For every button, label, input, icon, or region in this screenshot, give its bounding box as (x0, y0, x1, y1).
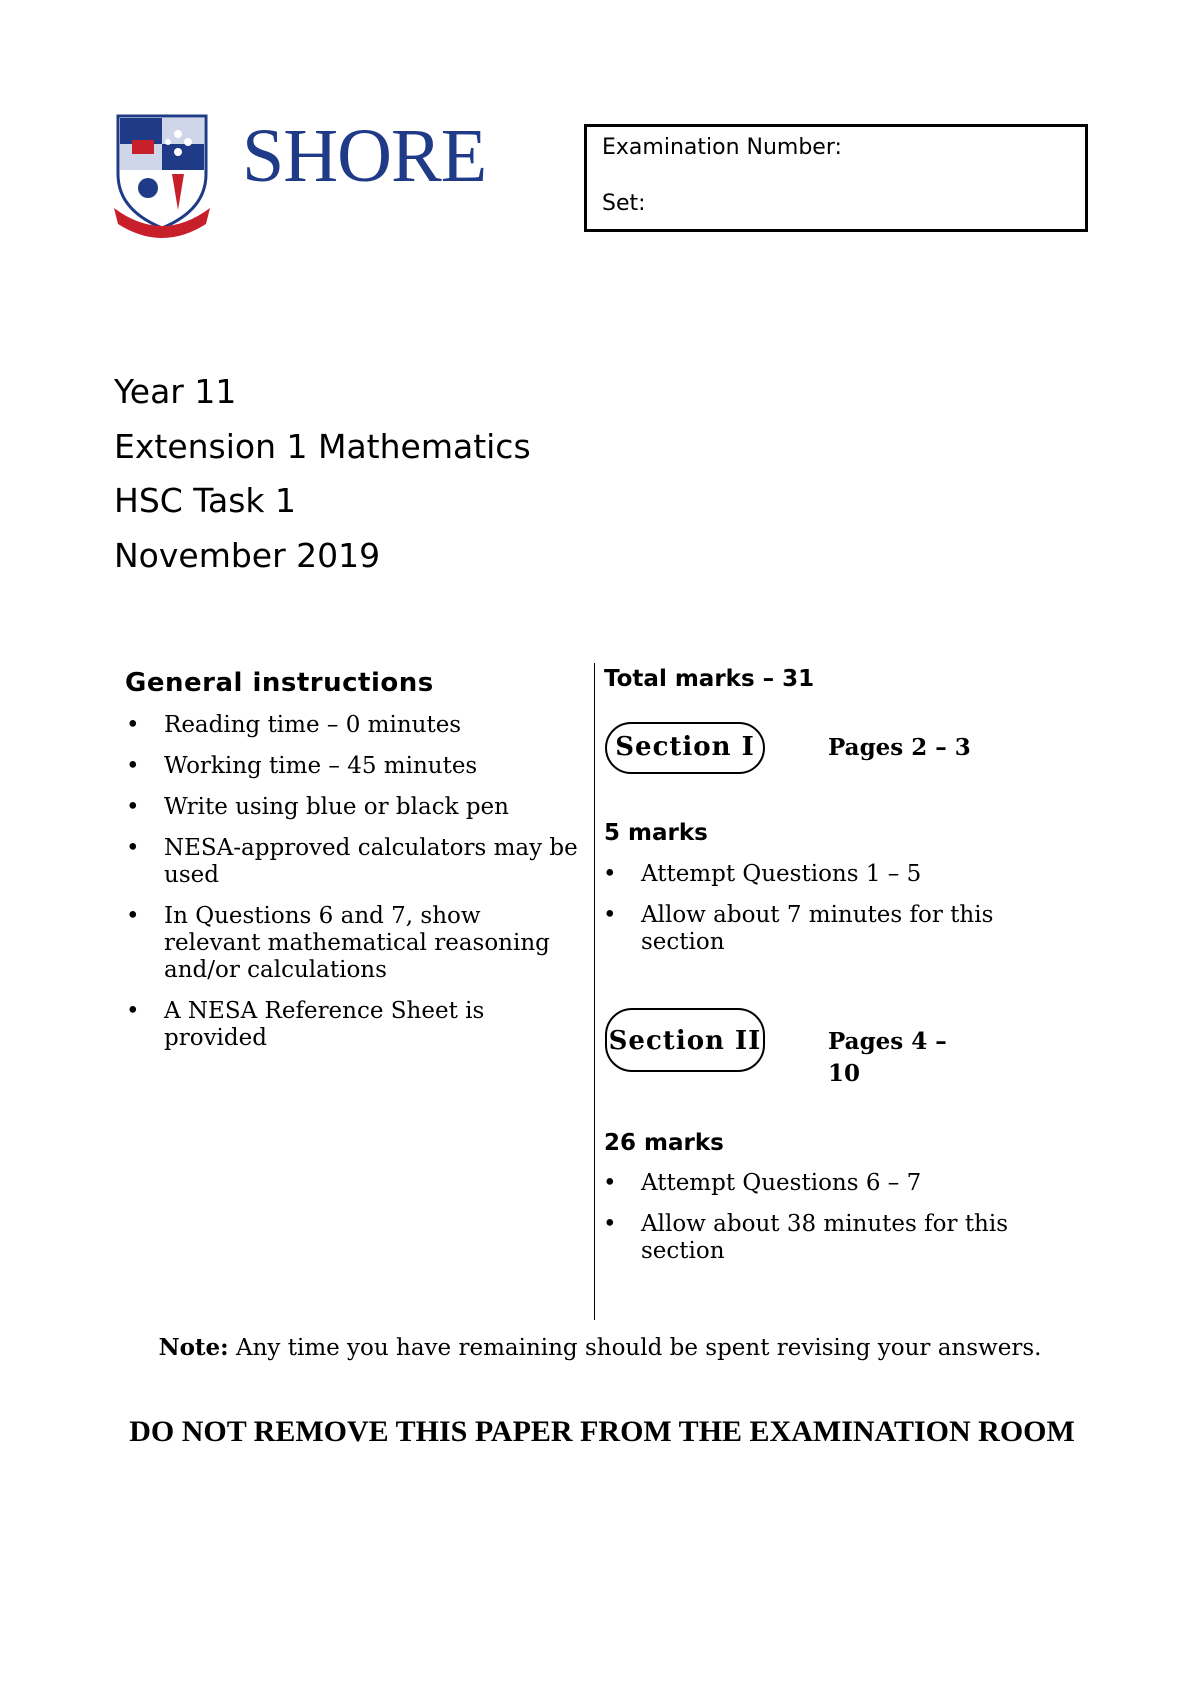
total-marks: Total marks – 31 (604, 666, 815, 692)
note-text: Any time you have remaining should be spent revising your answers. (228, 1335, 1042, 1361)
instruction-item: • Working time – 45 minutes (126, 753, 581, 780)
course-title: Extension 1 Mathematics (114, 427, 531, 466)
section-one-label: Section I (605, 722, 765, 774)
general-instructions-heading: General instructions (125, 668, 434, 698)
exam-date: November 2019 (114, 536, 381, 575)
general-instructions-list (126, 712, 581, 1066)
section-two-pages: Pages 4 – 10 (828, 1028, 947, 1087)
examination-number-label: Examination Number: (602, 135, 842, 160)
instruction-item: • Reading time – 0 minutes (126, 712, 581, 739)
do-not-remove-warning: DO NOT REMOVE THIS PAPER FROM THE EXAMINATION ROOM (129, 1415, 1075, 1448)
school-wordmark: SHORE (242, 114, 487, 198)
note-label: Note: (158, 1334, 229, 1361)
section-two-instructions (603, 1170, 1063, 1279)
section-one-item: • Allow about 7 minutes for this section (603, 902, 1053, 956)
task-title: HSC Task 1 (114, 481, 296, 520)
set-label: Set: (602, 191, 646, 216)
section-one-marks: 5 marks (604, 820, 708, 846)
year-title: Year 11 (114, 372, 237, 411)
column-divider (594, 663, 595, 1320)
examination-number-box (584, 124, 1088, 232)
instruction-item: • In Questions 6 and 7, show relevant mathematical reasoning and/or calculations (126, 903, 581, 984)
school-crest-logo (112, 112, 212, 240)
instruction-item: • A NESA Reference Sheet is provided (126, 998, 581, 1052)
instruction-item: • NESA-approved calculators may be used (126, 835, 581, 889)
instruction-item: • Write using blue or black pen (126, 794, 581, 821)
section-two-marks: 26 marks (604, 1130, 724, 1156)
section-two-label: Section II (605, 1008, 765, 1072)
note-line (0, 1334, 1200, 1361)
section-two-item: • Attempt Questions 6 – 7 (603, 1170, 1063, 1197)
section-one-pages: Pages 2 – 3 (828, 734, 971, 761)
section-two-item: • Allow about 38 minutes for this section (603, 1211, 1063, 1265)
section-one-item: • Attempt Questions 1 – 5 (603, 861, 1053, 888)
section-one-instructions (603, 861, 1053, 970)
